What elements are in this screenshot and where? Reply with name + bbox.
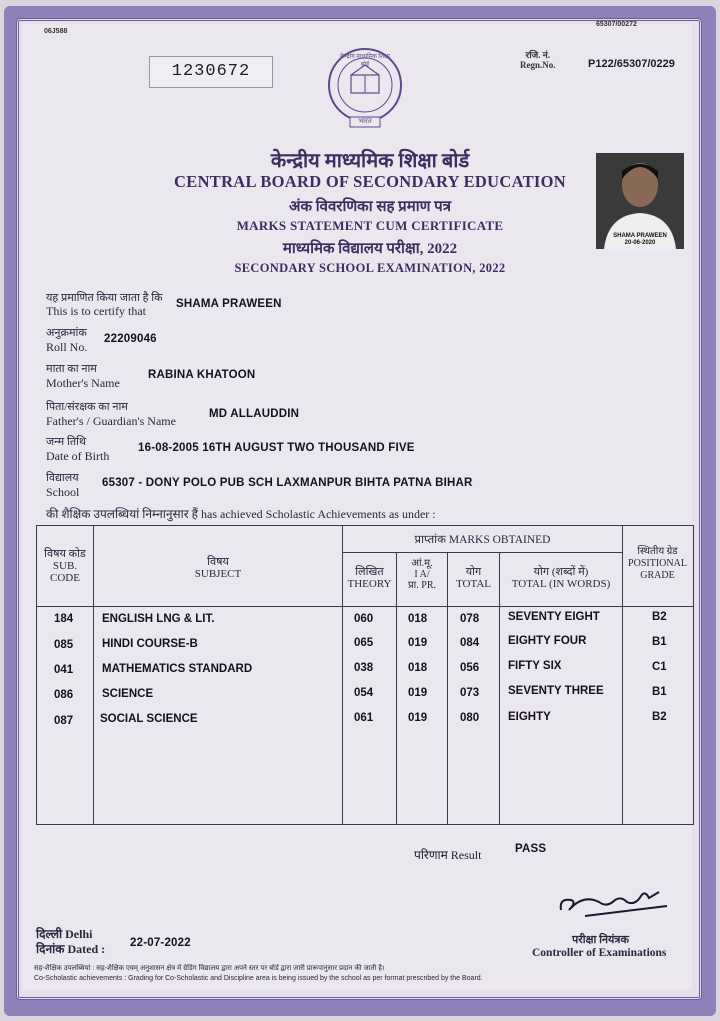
row-ia: 019 bbox=[408, 712, 428, 724]
header-grade-en1: POSITIONAL bbox=[628, 558, 687, 569]
row-theory: 054 bbox=[354, 687, 374, 699]
col-divider bbox=[499, 552, 500, 824]
row-subject: MATHEMATICS STANDARD bbox=[102, 663, 253, 675]
row-divider bbox=[342, 552, 622, 553]
school-label-en: School bbox=[46, 485, 80, 499]
header-code-en2: CODE bbox=[50, 572, 80, 584]
photo-caption-name: SHAMA PRAWEEN bbox=[613, 233, 667, 239]
school-name: 65307 - DONY POLO PUB SCH LAXMANPUR BIHTA PATNA BIHAR bbox=[102, 477, 473, 489]
serial-top-left: 06J588 bbox=[44, 28, 68, 35]
row-total: 080 bbox=[460, 712, 480, 724]
header-theory bbox=[343, 566, 396, 590]
row-total: 073 bbox=[460, 687, 480, 699]
board-name-hi: केन्द्रीय माध्यमिक शिक्षा बोर्ड bbox=[270, 150, 470, 172]
seal-text-bottom: भारत bbox=[358, 117, 372, 125]
header-ia-hi: आं.मू. bbox=[411, 558, 433, 569]
header-ia-pr bbox=[397, 580, 447, 591]
header-words-hi: योग (शब्दों में) bbox=[533, 566, 589, 578]
mother-name: RABINA KHATOON bbox=[148, 369, 256, 381]
father-label-hi: पिता/संरक्षक का नाम bbox=[46, 401, 128, 413]
roll-label-hi: अनुक्रमांक bbox=[46, 327, 87, 339]
header-code-en1: SUB. bbox=[52, 560, 78, 572]
achievement-line bbox=[46, 505, 436, 522]
row-code: 041 bbox=[54, 664, 74, 676]
exam-title-en: SECONDARY SCHOOL EXAMINATION, 2022 bbox=[234, 261, 506, 275]
row-grade: B1 bbox=[652, 686, 667, 698]
photo-caption-date: 20-06-2020 bbox=[624, 240, 656, 246]
row-words: FIFTY SIX bbox=[508, 660, 562, 672]
row-grade: B1 bbox=[652, 636, 667, 648]
school-label-hi: विद्यालय bbox=[46, 472, 79, 484]
row-subject: ENGLISH LNG & LIT. bbox=[102, 613, 215, 625]
place-en: Delhi bbox=[65, 927, 93, 941]
roll-number: 22209046 bbox=[104, 333, 157, 345]
controller-hi: परीक्षा नियंत्रक bbox=[572, 934, 629, 946]
header-marks-hi: प्राप्तांक bbox=[414, 534, 446, 546]
seal-text-top: केन्द्रीय माध्यमिक शिक्षा बोर्ड bbox=[340, 54, 390, 68]
regn-label bbox=[520, 50, 556, 70]
header-ia-hi2: प्रा. bbox=[407, 580, 419, 591]
row-total: 078 bbox=[460, 613, 480, 625]
row-subject: SOCIAL SCIENCE bbox=[100, 713, 198, 725]
certify-label-en: This is to certify that bbox=[46, 304, 146, 318]
row-words: SEVENTY THREE bbox=[508, 685, 604, 697]
row-total: 084 bbox=[460, 637, 480, 649]
header-theory-hi: लिखित bbox=[355, 566, 384, 578]
col-divider bbox=[396, 552, 397, 824]
header-marks-obtained bbox=[343, 534, 622, 546]
row-grade: B2 bbox=[652, 711, 667, 723]
date-value: 22-07-2022 bbox=[130, 937, 191, 949]
row-ia: 019 bbox=[408, 687, 428, 699]
photo-caption bbox=[598, 233, 682, 247]
place-hi: दिल्ली bbox=[36, 927, 63, 941]
mother-label-en: Mother's Name bbox=[46, 376, 120, 390]
row-ia: 019 bbox=[408, 637, 428, 649]
result-label-en: Result bbox=[450, 848, 482, 862]
date-of-birth: 16-08-2005 16TH AUGUST TWO THOUSAND FIVE bbox=[138, 442, 415, 454]
certificate-number: 1230672 bbox=[149, 56, 273, 88]
roll-label-en: Roll No. bbox=[46, 340, 88, 354]
regn-label-en: Regn.No. bbox=[520, 60, 556, 70]
achievement-line-hi: की शैक्षिक उपलब्धियां निम्नानुसार हैं bbox=[46, 507, 199, 521]
row-theory: 038 bbox=[354, 662, 374, 674]
row-code: 087 bbox=[54, 715, 74, 727]
certify-label-hi: यह प्रमाणित किया जाता है कि bbox=[46, 292, 163, 304]
row-subject: HINDI COURSE-B bbox=[102, 638, 198, 650]
header-words-en: TOTAL (IN WORDS) bbox=[511, 578, 611, 590]
regn-value: P122/65307/0229 bbox=[588, 58, 675, 70]
row-ia: 018 bbox=[408, 613, 428, 625]
row-grade: C1 bbox=[652, 661, 667, 673]
row-total: 056 bbox=[460, 662, 480, 674]
header-subject-en: SUBJECT bbox=[194, 568, 242, 580]
dob-label-hi: जन्म तिथि bbox=[46, 436, 86, 448]
result-label-hi: परिणाम bbox=[414, 848, 448, 862]
board-name-en: CENTRAL BOARD OF SECONDARY EDUCATION bbox=[174, 172, 566, 191]
header-total-en: TOTAL bbox=[456, 578, 491, 590]
header-subject bbox=[94, 556, 342, 580]
result-value: PASS bbox=[515, 843, 547, 855]
achievement-line-en: has achieved Scholastic Achievements as under : bbox=[201, 507, 436, 521]
header-grade-hi: स्थितीय ग्रेड bbox=[637, 546, 678, 557]
footer-line-hi: सह-शैक्षिक उपलब्धियां : सह-शैक्षिक एवम् अनुशासन क्षेत्र में ग्रेडिंग विद्यालय द्वारा अपने स्तर पर बोर्ड द्वारा जारी प्रारूपानुसार प्रदान की जाती है। bbox=[34, 965, 385, 972]
controller-en: Controller of Examinations bbox=[532, 947, 667, 959]
row-theory: 061 bbox=[354, 712, 374, 724]
serial-top-right: 65307/00272 bbox=[596, 21, 637, 28]
doc-title-hi: अंक विवरणिका सह प्रमाण पत्र bbox=[289, 199, 451, 215]
doc-title-en: MARKS STATEMENT CUM CERTIFICATE bbox=[236, 218, 504, 233]
row-code: 085 bbox=[54, 639, 74, 651]
header-ia bbox=[397, 558, 447, 591]
header-total bbox=[448, 566, 499, 590]
row-grade: B2 bbox=[652, 611, 667, 623]
exam-title-hi: माध्यमिक विद्यालय परीक्षा, 2022 bbox=[282, 241, 458, 257]
date-label-hi: दिनांक bbox=[36, 942, 65, 956]
dob-label-en: Date of Birth bbox=[46, 449, 110, 463]
row-code: 184 bbox=[54, 613, 74, 625]
row-words: EIGHTY FOUR bbox=[508, 635, 587, 647]
header-sub-code bbox=[37, 548, 93, 584]
regn-label-hi: रजि. नं. bbox=[525, 50, 550, 60]
father-label-en: Father's / Guardian's Name bbox=[46, 414, 176, 428]
row-subject: SCIENCE bbox=[102, 688, 154, 700]
header-code-hi: विषय कोड bbox=[44, 548, 86, 560]
col-divider bbox=[447, 552, 448, 824]
row-code: 086 bbox=[54, 689, 74, 701]
row-words: EIGHTY bbox=[508, 711, 551, 723]
header-ia-en: I A/ bbox=[414, 569, 430, 580]
footer-note bbox=[34, 964, 686, 984]
header-grade bbox=[623, 546, 692, 582]
father-name: MD ALLAUDDIN bbox=[209, 408, 300, 420]
date-label bbox=[36, 940, 105, 957]
mother-label-hi: माता का नाम bbox=[46, 363, 97, 375]
date-label-en: Dated : bbox=[67, 942, 106, 956]
row-theory: 065 bbox=[354, 637, 374, 649]
row-words: SEVENTY EIGHT bbox=[508, 611, 600, 623]
row-divider bbox=[37, 606, 693, 607]
header-subject-hi: विषय bbox=[207, 556, 229, 568]
header-ia-en2: PR. bbox=[421, 580, 436, 591]
header-total-words bbox=[500, 566, 622, 590]
result-label bbox=[414, 846, 481, 863]
header-theory-en: THEORY bbox=[347, 578, 392, 590]
row-theory: 060 bbox=[354, 613, 374, 625]
header-total-hi: योग bbox=[465, 566, 482, 578]
header-marks-en: MARKS OBTAINED bbox=[448, 534, 551, 546]
controller-signature-icon bbox=[555, 880, 675, 925]
student-name: SHAMA PRAWEEN bbox=[176, 298, 282, 310]
header-grade-en2: GRADE bbox=[640, 570, 675, 581]
footer-line-en: Co-Scholastic achievements : Grading for Co-Scholastic and Discipline area is being issued by the school as per format prescribed by the Board. bbox=[34, 975, 483, 982]
row-ia: 018 bbox=[408, 662, 428, 674]
